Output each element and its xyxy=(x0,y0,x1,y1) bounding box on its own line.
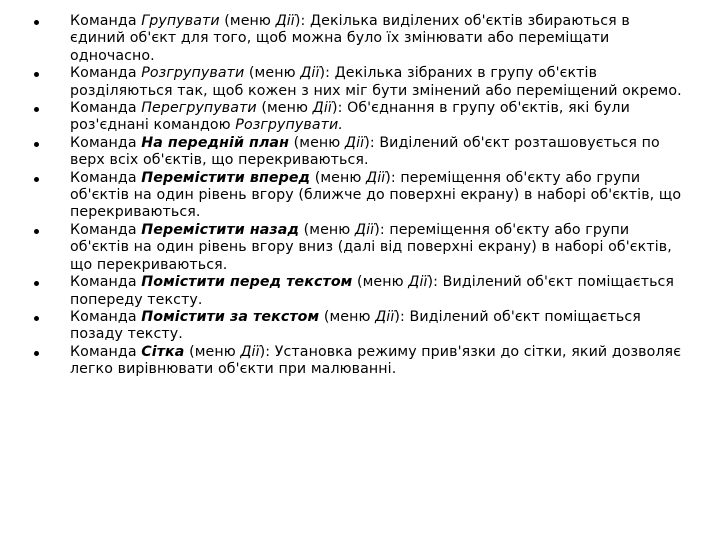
menu-suffix: ): xyxy=(331,100,348,117)
item-description: Декілька зібраних в групу об'єктів розділяються так, щоб кожен з них міг бути змінений або переміщений окремо. xyxy=(70,65,682,99)
menu-name: Дії xyxy=(354,221,375,238)
menu-suffix: ): xyxy=(364,134,380,151)
command-name: Перемістити вперед xyxy=(141,169,311,186)
list-item xyxy=(34,222,684,274)
menu-prefix: (меню xyxy=(319,308,376,325)
item-description: переміщення об'єкту або групи об'єктів на один рівень вгору вниз (далі від поверхні екрану) в наборі об'єктів, що перекриваються. xyxy=(70,221,672,273)
bullet-icon xyxy=(34,142,39,147)
menu-prefix: (меню xyxy=(299,221,355,238)
list-item xyxy=(34,65,684,100)
item-description: Виділений об'єкт поміщається попереду тексту. xyxy=(70,274,675,308)
item-prefix: Команда xyxy=(70,134,142,151)
menu-name: Дії xyxy=(375,308,395,325)
list-item xyxy=(34,170,684,222)
list-item xyxy=(34,309,684,344)
menu-prefix: (меню xyxy=(310,169,367,186)
bullet-icon xyxy=(34,177,39,182)
item-description: Виділений об'єкт поміщається позаду тексту. xyxy=(70,308,641,343)
list-item xyxy=(34,13,684,65)
item-prefix: Команда xyxy=(70,13,142,29)
item-description: Установка режиму прив'язки до сітки, який дозволяє легко вирівнювати об'єкти при малюванні. xyxy=(70,343,682,378)
bullet-icon xyxy=(34,20,39,25)
menu-suffix: ): xyxy=(294,13,310,29)
menu-suffix: ): xyxy=(319,65,335,82)
menu-suffix: ): xyxy=(385,169,401,186)
list-item xyxy=(34,100,684,135)
command-list xyxy=(34,13,684,379)
item-prefix: Команда xyxy=(70,308,142,325)
menu-prefix: (меню xyxy=(244,65,301,82)
bullet-icon xyxy=(34,316,39,321)
menu-prefix: (меню xyxy=(289,134,345,151)
command-name: Перемістити назад xyxy=(141,221,300,238)
menu-prefix: (меню xyxy=(219,13,276,29)
item-description: Об'єднання в групу об'єктів, які були роз'єднані командою xyxy=(70,100,630,134)
menu-prefix: (меню xyxy=(184,343,241,360)
menu-suffix: ): xyxy=(427,274,443,291)
item-prefix: Команда xyxy=(70,274,142,291)
menu-prefix: (меню xyxy=(256,100,313,117)
menu-name: Дії xyxy=(366,169,386,186)
menu-suffix: ): xyxy=(394,308,410,325)
item-prefix: Команда xyxy=(70,100,142,117)
item-description: Декілька виділених об'єктів збираються в єдиний об'єкт для того, щоб можна було їх змінювати або переміщати одночасно. xyxy=(70,13,630,64)
command-name: Сітка xyxy=(141,343,185,360)
item-prefix: Команда xyxy=(70,221,142,238)
bullet-icon xyxy=(34,72,39,77)
list-item xyxy=(34,344,684,379)
menu-name: Дії xyxy=(344,134,365,151)
menu-name: Дії xyxy=(408,274,428,291)
item-description: переміщення об'єкту або групи об'єктів на один рівень вгору (ближче до поверхні екрану) в наборі об'єктів, що перекриваються. xyxy=(70,169,682,221)
bullet-icon xyxy=(34,229,39,234)
command-name: Помістити перед текстом xyxy=(141,274,353,291)
command-name: Групувати xyxy=(141,13,220,29)
list-item xyxy=(34,135,684,170)
menu-name: Дії xyxy=(300,65,320,82)
bullet-icon xyxy=(34,107,39,112)
menu-name: Дії xyxy=(275,13,295,29)
menu-suffix: ): xyxy=(374,221,390,238)
bullet-icon xyxy=(34,281,39,286)
command-name: Помістити за текстом xyxy=(141,308,320,325)
command-name: Розгрупувати xyxy=(141,65,245,82)
menu-suffix: ): xyxy=(259,343,275,360)
menu-name: Дії xyxy=(312,100,332,117)
item-prefix: Команда xyxy=(70,65,142,82)
referenced-command: Розгрупувати. xyxy=(235,117,343,134)
item-description: Виділений об'єкт розташовується по верх всіх об'єктів, що перекриваються. xyxy=(70,134,660,169)
menu-prefix: (меню xyxy=(352,274,409,291)
bullet-icon xyxy=(34,351,39,356)
item-prefix: Команда xyxy=(70,343,142,360)
command-name: Перегрупувати xyxy=(141,100,257,117)
item-prefix: Команда xyxy=(70,169,142,186)
menu-name: Дії xyxy=(240,343,260,360)
list-item xyxy=(34,274,684,309)
command-name: На передній план xyxy=(141,134,290,151)
